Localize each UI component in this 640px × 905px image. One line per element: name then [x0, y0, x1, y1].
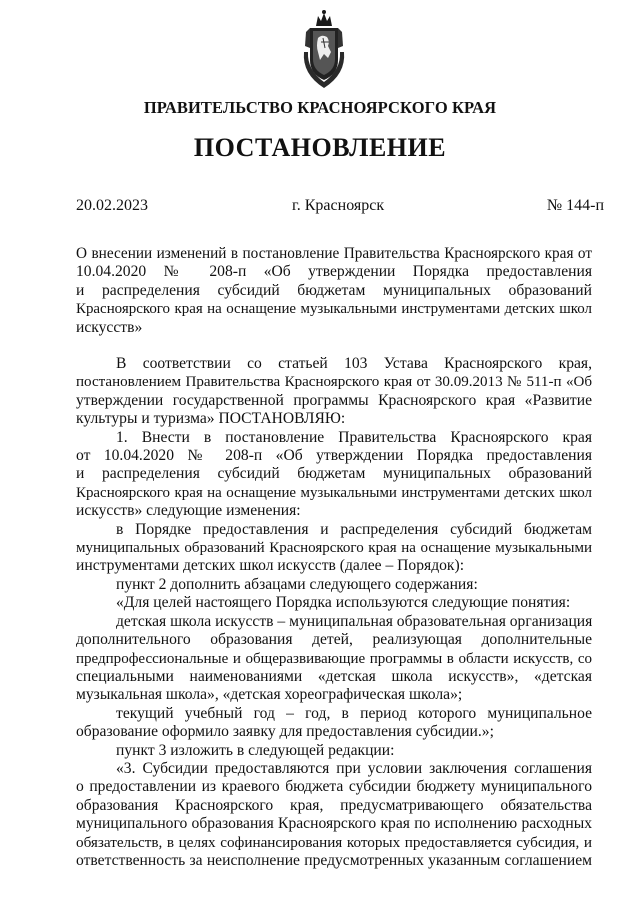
document-type-title: ПОСТАНОВЛЕНИЕ [193, 133, 447, 162]
body-line: Красноярского края на оснащение музыкальными инструментами детских школ [76, 484, 592, 501]
document-body [76, 355, 592, 870]
body-line: обязательств, в целях софинансирования которых предоставляется субсидия, и [76, 833, 592, 851]
body-line: предпрофессиональные и общеразвивающие программы в области искусств, со [76, 650, 592, 667]
body-line: ответственность за неисполнение предусмотренных указанным соглашением [76, 851, 592, 869]
body-line: инструментами детских школ искусств (далее – Порядок): [76, 557, 465, 575]
document-subject [76, 245, 592, 337]
body-line: и распределения субсидий бюджетам муниципальных образований [76, 465, 592, 483]
body-line: искусств» следующие изменения: [76, 502, 301, 520]
body-line: музыкальная школа», «детская хореографическая школа»; [76, 686, 463, 704]
body-line: от 10.04.2020 № 208-п «Об утверждении Порядка предоставления [76, 447, 592, 465]
body-line: о предоставлении из краевого бюджета субсидии бюджету муниципального [76, 778, 592, 796]
body-line: муниципального образования Красноярского края по исполнению расходных [76, 815, 592, 833]
body-line: «Для целей настоящего Порядка используются следующие понятия: [116, 594, 571, 612]
body-line: дополнительного образования детей, реализующая дополнительные [76, 631, 592, 649]
body-line: В соответствии со статьей 103 Устава Красноярского края, [116, 355, 592, 372]
body-line: специальными наименованиями «детская школа искусств», «детская [76, 667, 592, 685]
body-line: образования Красноярского края, предусматривающего обязательства [76, 796, 592, 814]
subject-line: и распределения субсидий бюджетам муниципальных образований [76, 281, 592, 299]
body-line: утверждении государственной программы Красноярского края «Развитие [76, 391, 592, 409]
body-line: муниципальных образований Красноярского края на оснащение музыкальными [76, 540, 592, 557]
body-line: текущий учебный год – год, в период которого муниципальное [116, 704, 592, 722]
body-line: 1. Внести в постановление Правительства Красноярского края [116, 428, 592, 446]
body-line: «3. Субсидии предоставляются при условии заключения соглашения [116, 759, 592, 777]
document-meta-row [76, 197, 604, 217]
document-number: № 144-п [546, 197, 604, 214]
subject-line: О внесении изменений в постановление Правительства Красноярского края от [76, 245, 592, 262]
body-line: культуры и туризма» ПОСТАНОВЛЯЮ: [76, 410, 346, 428]
body-line: пункт 2 дополнить абзацами следующего содержания: [116, 575, 478, 593]
document-date: 20.02.2023 [76, 197, 148, 214]
body-line: пункт 3 изложить в следующей редакции: [116, 741, 395, 759]
subject-line: Красноярского края на оснащение музыкальными инструментами детских школ [76, 301, 592, 318]
krasnoyarsk-coat-of-arms-icon [300, 8, 348, 92]
body-line: детская школа искусств – муниципальная образовательная организация [116, 612, 593, 630]
subject-line: 10.04.2020 № 208-п «Об утверждении Порядка предоставления [76, 263, 592, 281]
document-city: г. Красноярск [292, 197, 385, 214]
body-line: постановлением Правительства Красноярского края от 30.09.2013 № 511-п «Об [76, 374, 592, 391]
subject-line: искусств» [76, 318, 143, 336]
body-line: образование оформило заявку для предоставления субсидии.»; [76, 723, 494, 741]
organization-name: ПРАВИТЕЛЬСТВО КРАСНОЯРСКОГО КРАЯ [143, 98, 497, 117]
body-line: в Порядке предоставления и распределения субсидий бюджетам [116, 520, 592, 538]
